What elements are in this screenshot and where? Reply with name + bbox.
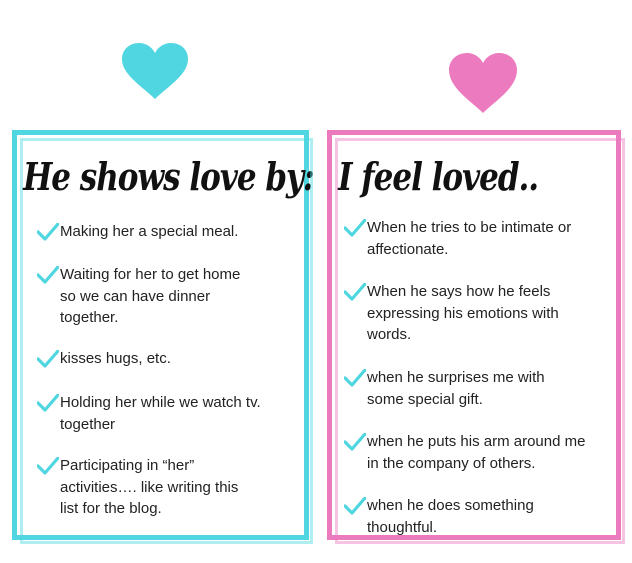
teal-heart-icon	[121, 42, 189, 100]
list-item	[344, 217, 608, 260]
checkmark-icon	[344, 497, 366, 515]
item-text: When he says how he feels expressing his emotions with words.	[367, 283, 559, 343]
list-item	[37, 348, 296, 370]
pink-heart-icon	[448, 52, 518, 114]
checkmark-icon	[344, 369, 366, 387]
list-item	[344, 281, 608, 346]
list-item	[37, 221, 296, 243]
he-shows-love-card	[12, 130, 314, 540]
checkmark-icon	[37, 223, 59, 241]
i-feel-loved-card	[327, 130, 621, 540]
item-text: when he puts his arm around me in the company of others.	[367, 433, 586, 472]
item-text: When he tries to be intimate or affectionate.	[367, 219, 572, 258]
list-item	[344, 367, 608, 410]
checkmark-icon	[344, 433, 366, 451]
checkmark-icon	[344, 219, 366, 237]
item-text: Making her a special meal.	[60, 223, 239, 240]
list-item	[344, 495, 608, 538]
checkmark-icon	[37, 350, 59, 368]
checkmark-icon	[37, 266, 59, 284]
item-text: when he surprises me with some special gift.	[367, 369, 545, 408]
card-title: I feel loved..	[338, 155, 539, 200]
item-text: Holding her while we watch tv. together	[60, 394, 261, 433]
checkmark-icon	[344, 283, 366, 301]
item-text: Participating in “her” activities…. like writing this list for the blog.	[60, 457, 239, 517]
item-text: when he does something thoughtful.	[367, 497, 534, 536]
list-item	[37, 455, 296, 520]
item-text: Waiting for her to get home so we can have dinner together.	[60, 266, 241, 326]
list-item	[344, 431, 608, 474]
card-title: He shows love by:	[23, 155, 314, 200]
list-item	[37, 264, 296, 329]
item-text: kisses hugs, etc.	[60, 350, 171, 367]
checkmark-icon	[37, 457, 59, 475]
list-item	[37, 392, 296, 435]
checkmark-icon	[37, 394, 59, 412]
